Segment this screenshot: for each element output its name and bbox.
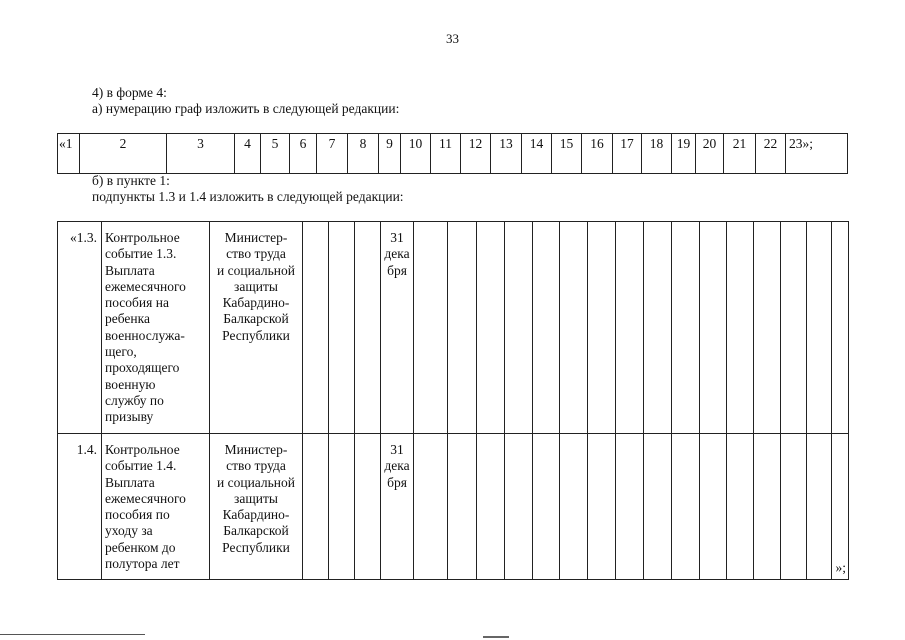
cell-line: полутора лет — [105, 556, 180, 572]
empty-cell — [533, 434, 560, 580]
column-number-cell: 4 — [235, 134, 261, 174]
empty-cell — [807, 222, 832, 434]
cell-line: событие 1.4. — [105, 458, 177, 474]
cell-line: бря — [387, 474, 407, 490]
empty-cell — [700, 434, 727, 580]
cell-line: Балкарской — [223, 311, 289, 327]
column-number-cell: 20 — [696, 134, 724, 174]
cell-line: призыву — [105, 409, 154, 425]
empty-cell — [477, 434, 505, 580]
empty-cell — [448, 222, 477, 434]
empty-cell — [355, 434, 381, 580]
empty-cell — [560, 434, 588, 580]
responsible-org-cell — [210, 434, 303, 580]
empty-cell — [616, 434, 644, 580]
column-number-cell: 17 — [613, 134, 642, 174]
cell-line: бря — [387, 262, 407, 278]
event-name-cell — [102, 222, 210, 434]
cell-line: Республики — [222, 327, 290, 343]
form-4-heading: 4) в форме 4: — [92, 85, 167, 100]
column-number-cell: 21 — [724, 134, 756, 174]
empty-cell — [754, 434, 781, 580]
cell-line: Министер- — [224, 442, 288, 457]
subitems-text: подпункты 1.3 и 1.4 изложить в следующей редакции: — [92, 189, 404, 204]
cell-line: ежемесячного — [105, 490, 186, 506]
column-number-cell: 15 — [552, 134, 582, 174]
empty-cell — [754, 222, 781, 434]
empty-cell — [303, 222, 329, 434]
empty-cell — [781, 434, 807, 580]
column-number-cell: 22 — [756, 134, 786, 174]
empty-cell — [414, 434, 448, 580]
cell-line: 31 — [390, 230, 404, 245]
closing-cell — [832, 222, 849, 434]
cell-line: ребенком до — [105, 539, 176, 555]
responsible-org-cell — [210, 222, 303, 434]
cell-line: Министер- — [224, 230, 288, 245]
cell-line: 31 — [390, 442, 404, 457]
page-number: 33 — [446, 31, 459, 46]
empty-cell — [505, 434, 533, 580]
column-number-cell: 3 — [167, 134, 235, 174]
empty-cell — [644, 434, 672, 580]
column-number-cell: 2 — [80, 134, 167, 174]
cell-line: ство труда — [226, 246, 286, 262]
cell-line: пособия по — [105, 507, 170, 523]
column-number-cell: 23»; — [786, 134, 848, 174]
column-number-cell: 16 — [582, 134, 613, 174]
empty-cell — [414, 222, 448, 434]
column-number-cell: 8 — [348, 134, 379, 174]
closing-cell: »; — [832, 434, 849, 580]
deadline-cell — [381, 222, 414, 434]
item-a-text: а) нумерацию граф изложить в следующей редакции: — [92, 101, 400, 116]
event-name-cell — [102, 434, 210, 580]
column-number-cell: 19 — [672, 134, 696, 174]
cell-line: Республики — [222, 539, 290, 555]
empty-cell — [672, 222, 700, 434]
empty-cell — [727, 434, 754, 580]
column-number-cell: 6 — [290, 134, 317, 174]
cell-line: защиты — [234, 278, 278, 294]
cell-line: дека — [384, 458, 410, 474]
cell-line: и социальной — [217, 262, 295, 278]
empty-cell — [329, 222, 355, 434]
deadline-cell — [381, 434, 414, 580]
row-number-cell: «1.3. — [58, 222, 102, 434]
empty-cell — [533, 222, 560, 434]
cell-line: событие 1.3. — [105, 246, 177, 262]
cell-line: проходящего — [105, 360, 180, 376]
column-number-cell: 5 — [261, 134, 290, 174]
empty-cell — [505, 222, 533, 434]
column-number-cell: 12 — [461, 134, 491, 174]
cell-line: уходу за — [105, 523, 153, 539]
cell-line: щего, — [105, 344, 137, 360]
column-number-cell: 9 — [379, 134, 401, 174]
footer-rule — [0, 634, 145, 635]
cell-line: Выплата — [105, 474, 155, 490]
column-number-cell: 10 — [401, 134, 431, 174]
cell-line: службу по — [105, 392, 164, 408]
cell-line: военнослужа- — [105, 327, 185, 343]
column-number-cell: «1 — [58, 134, 80, 174]
cell-line: Выплата — [105, 262, 155, 278]
empty-cell — [588, 434, 616, 580]
column-number-cell: 11 — [431, 134, 461, 174]
empty-cell — [616, 222, 644, 434]
empty-cell — [303, 434, 329, 580]
cell-line: дека — [384, 246, 410, 262]
column-number-cell: 7 — [317, 134, 348, 174]
empty-cell — [727, 222, 754, 434]
empty-cell — [588, 222, 616, 434]
row-number-cell: 1.4. — [58, 434, 102, 580]
cell-line: защиты — [234, 490, 278, 506]
cell-line: Контрольное — [105, 442, 180, 457]
footer-mark — [483, 636, 509, 638]
table-row — [58, 222, 849, 434]
empty-cell — [644, 222, 672, 434]
cell-line: и социальной — [217, 474, 295, 490]
empty-cell — [807, 434, 832, 580]
empty-cell — [700, 222, 727, 434]
column-number-cell: 14 — [522, 134, 552, 174]
empty-cell — [672, 434, 700, 580]
empty-cell — [355, 222, 381, 434]
table-row — [58, 434, 849, 580]
empty-cell — [477, 222, 505, 434]
empty-cell — [560, 222, 588, 434]
cell-line: ство труда — [226, 458, 286, 474]
column-numbering-table — [57, 133, 848, 174]
form-4-table — [57, 221, 849, 580]
cell-line: ежемесячного — [105, 278, 186, 294]
cell-line: Кабардино- — [222, 295, 290, 311]
cell-line: Контрольное — [105, 230, 180, 245]
column-number-cell: 18 — [642, 134, 672, 174]
empty-cell — [781, 222, 807, 434]
empty-cell — [448, 434, 477, 580]
column-number-cell: 13 — [491, 134, 522, 174]
cell-line: военную — [105, 376, 156, 392]
empty-cell — [329, 434, 355, 580]
cell-line: Балкарской — [223, 523, 289, 539]
cell-line: ребенка — [105, 311, 150, 327]
cell-line: Кабардино- — [222, 507, 290, 523]
cell-line: пособия на — [105, 295, 169, 311]
item-b-text: б) в пункте 1: — [92, 173, 170, 188]
